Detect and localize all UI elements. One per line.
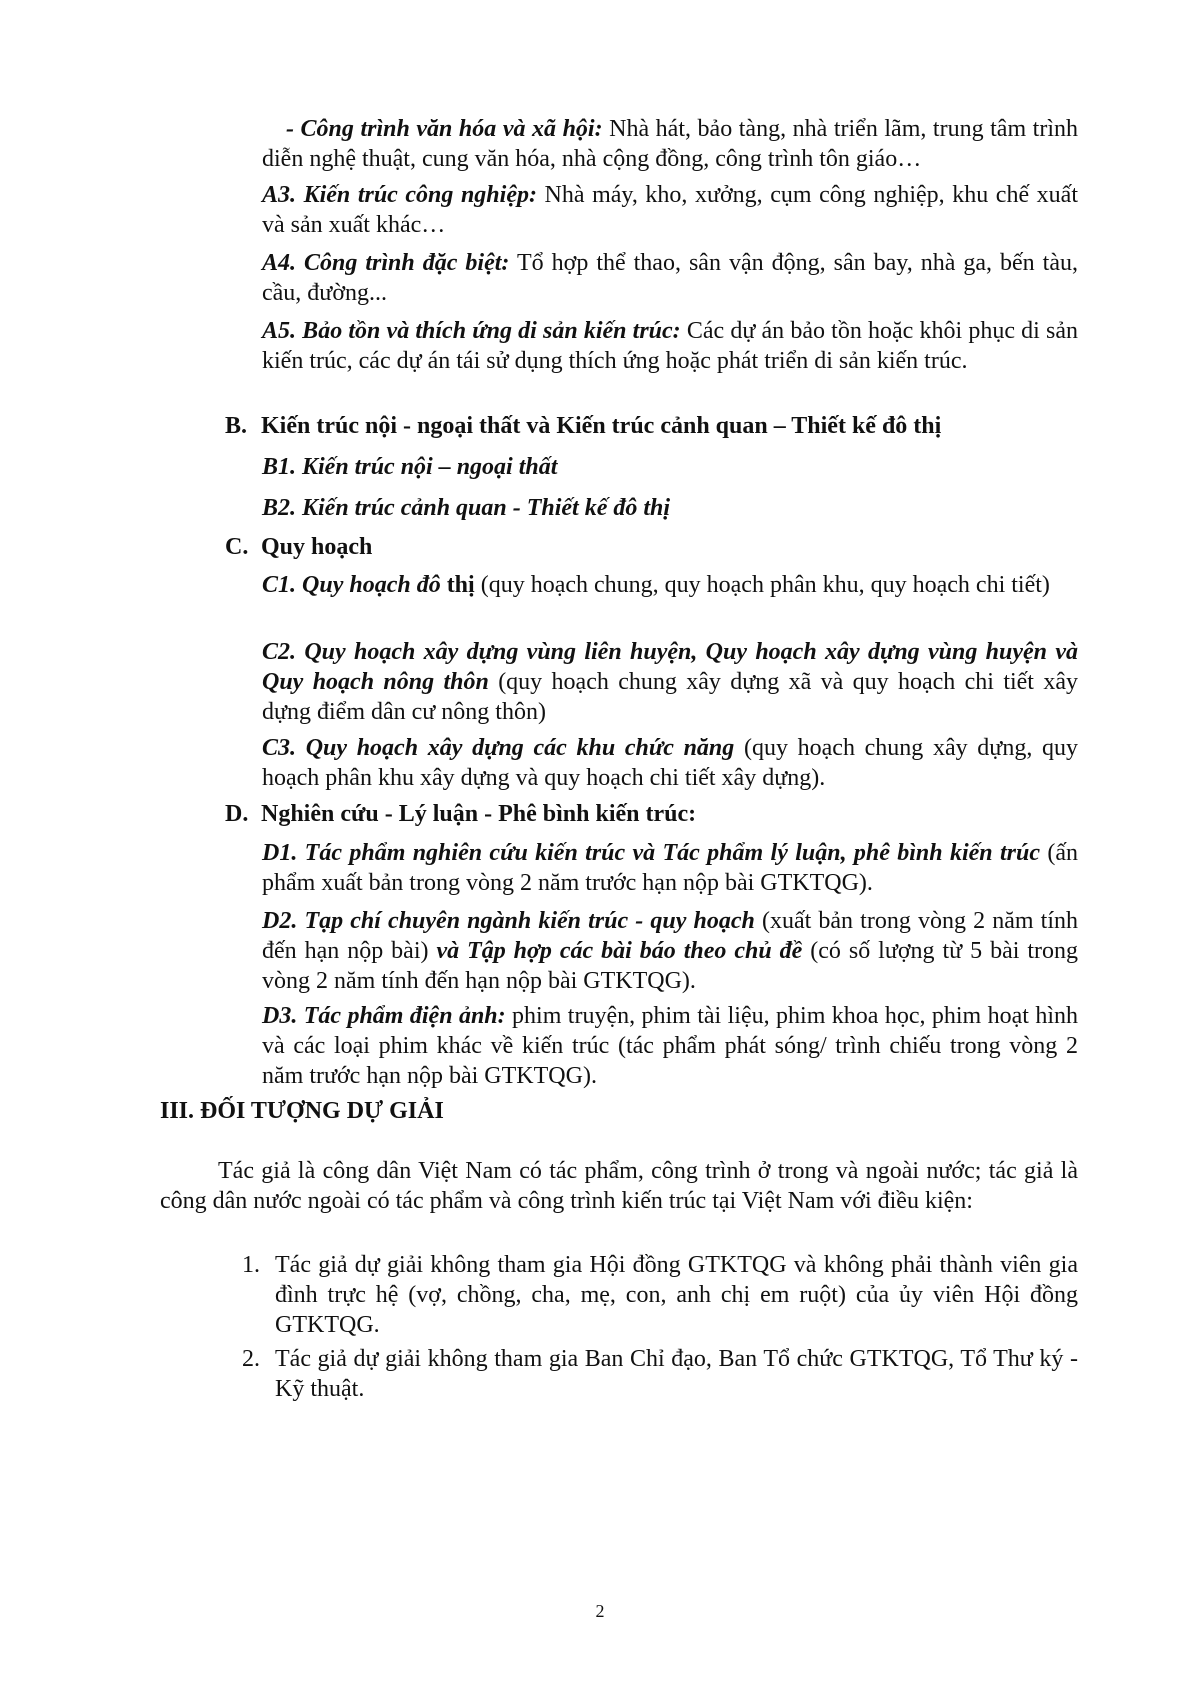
- item-text: Nhà hát, bảo tàng, nhà triển lãm, trung tâm trình diễn nghệ thuật, cung văn hóa, nhà cộng đồng, công trình tôn giáo…: [262, 116, 1078, 172]
- item-label: A5. Bảo tồn và thích ứng di sản kiến trúc:: [262, 318, 681, 344]
- item-a4: [262, 248, 1078, 308]
- item-text: (quy hoạch chung xây dựng, quy hoạch phân khu xây dựng và quy hoạch chi tiết xây dựng).: [262, 735, 1079, 791]
- item-d1: [262, 838, 1078, 898]
- item-b2: B2. Kiến trúc cảnh quan - Thiết kế đô thị: [262, 495, 671, 521]
- item-label: D3. Tác phẩm điện ảnh:: [262, 1003, 506, 1029]
- item-label: D2. Tạp chí chuyên ngành kiến trúc - quy hoạch: [262, 908, 755, 934]
- item-text: (xuất bản trong vòng 2 năm tính đến hạn nộp bài): [262, 908, 1078, 964]
- section-title: Kiến trúc nội - ngoại thất và Kiến trúc cảnh quan – Thiết kế đô thị: [261, 413, 942, 439]
- section-title: Quy hoạch: [261, 534, 373, 560]
- item-label: C2. Quy hoạch xây dựng vùng liên huyện, Quy hoạch xây dựng vùng huyện và Quy hoạch nông thôn: [262, 639, 1078, 695]
- section-letter: C.: [225, 534, 249, 560]
- item-text: (quy hoạch chung xây dựng xã và quy hoạch chi tiết xây dựng điểm dân cư nông thôn): [262, 669, 1078, 725]
- item-text: (ấn phẩm xuất bản trong vòng 2 năm trước hạn nộp bài GTKTQG).: [262, 840, 1078, 896]
- item-d3: [262, 1001, 1078, 1091]
- condition-item-1: [230, 1250, 1078, 1340]
- item-c2: [262, 637, 1078, 727]
- item-text: Các dự án bảo tồn hoặc khôi phục di sản kiến trúc, các dự án tái sử dụng thích ứng hoặc phát triển di sản kiến trúc.: [262, 318, 1079, 374]
- item-text: Nhà máy, kho, xưởng, cụm công nghiệp, khu chế xuất và sản xuất khác…: [262, 182, 1078, 238]
- section-c-heading: [225, 532, 372, 562]
- item-label: C1. Quy hoạch đô: [262, 572, 441, 598]
- item-label: D1. Tác phẩm nghiên cứu kiến trúc và Tác phẩm lý luận, phê bình kiến trúc: [262, 840, 1040, 866]
- section-letter: B.: [225, 413, 248, 439]
- section-d-heading: [225, 799, 696, 829]
- condition-item-2: [230, 1344, 1078, 1404]
- item-text-2: (có số lượng từ 5 bài trong vòng 2 năm tính đến hạn nộp bài GTKTQG).: [262, 938, 1078, 994]
- item-label: C3. Quy hoạch xây dựng các khu chức năng: [262, 735, 735, 761]
- list-number: 1.: [242, 1252, 260, 1278]
- item-b1: B1. Kiến trúc nội – ngoại thất: [262, 454, 558, 480]
- item-c3: [262, 733, 1078, 793]
- section-b-heading: [225, 411, 941, 441]
- item-d2: [262, 906, 1078, 996]
- item-a2-culture: [262, 114, 1078, 174]
- section-letter: D.: [225, 801, 249, 827]
- item-text: phim truyện, phim tài liệu, phim khoa học, phim hoạt hình và các loại phim khác về kiến trúc (tác phẩm phát sóng/ trình chiếu trong vòng 2 năm trước hạn nộp bài GTKTQG).: [262, 1003, 1079, 1089]
- page-number: 2: [595, 1601, 605, 1621]
- list-number: 2.: [242, 1346, 260, 1372]
- section-iii-intro: Tác giả là công dân Việt Nam có tác phẩm, công trình ở trong và ngoài nước; tác giả là công dân nước ngoài có tác phẩm và công trình kiến trúc tại Việt Nam với điều kiện:: [160, 1158, 1078, 1214]
- item-label-2: và Tập hợp các bài báo theo chủ đề: [436, 938, 803, 964]
- list-text: Tác giả dự giải không tham gia Ban Chỉ đạo, Ban Tổ chức GTKTQG, Tổ Thư ký - Kỹ thuật.: [275, 1346, 1078, 1402]
- item-label: A3. Kiến trúc công nghiệp:: [262, 182, 537, 208]
- section-iii-heading: III. ĐỐI TƯỢNG DỰ GIẢI: [160, 1098, 444, 1124]
- item-label: - Công trình văn hóa và xã hội:: [286, 116, 603, 142]
- item-text: (quy hoạch chung, quy hoạch phân khu, quy hoạch chi tiết): [474, 572, 1050, 598]
- list-text: Tác giả dự giải không tham gia Hội đồng GTKTQG và không phải thành viên gia đình trực hệ (vợ, chồng, cha, mẹ, con, anh chị em ruột) của ủy viên Hội đồng GTKTQG.: [275, 1252, 1078, 1338]
- item-text: Tổ hợp thể thao, sân vận động, sân bay, nhà ga, bến tàu, cầu, đường...: [262, 250, 1078, 306]
- item-a5: [262, 316, 1078, 376]
- item-label: A4. Công trình đặc biệt:: [262, 250, 510, 276]
- item-c1: [262, 570, 1078, 600]
- section-title: Nghiên cứu - Lý luận - Phê bình kiến trúc:: [261, 801, 697, 827]
- item-a3: [262, 180, 1078, 240]
- item-label-bold: thị: [440, 572, 475, 598]
